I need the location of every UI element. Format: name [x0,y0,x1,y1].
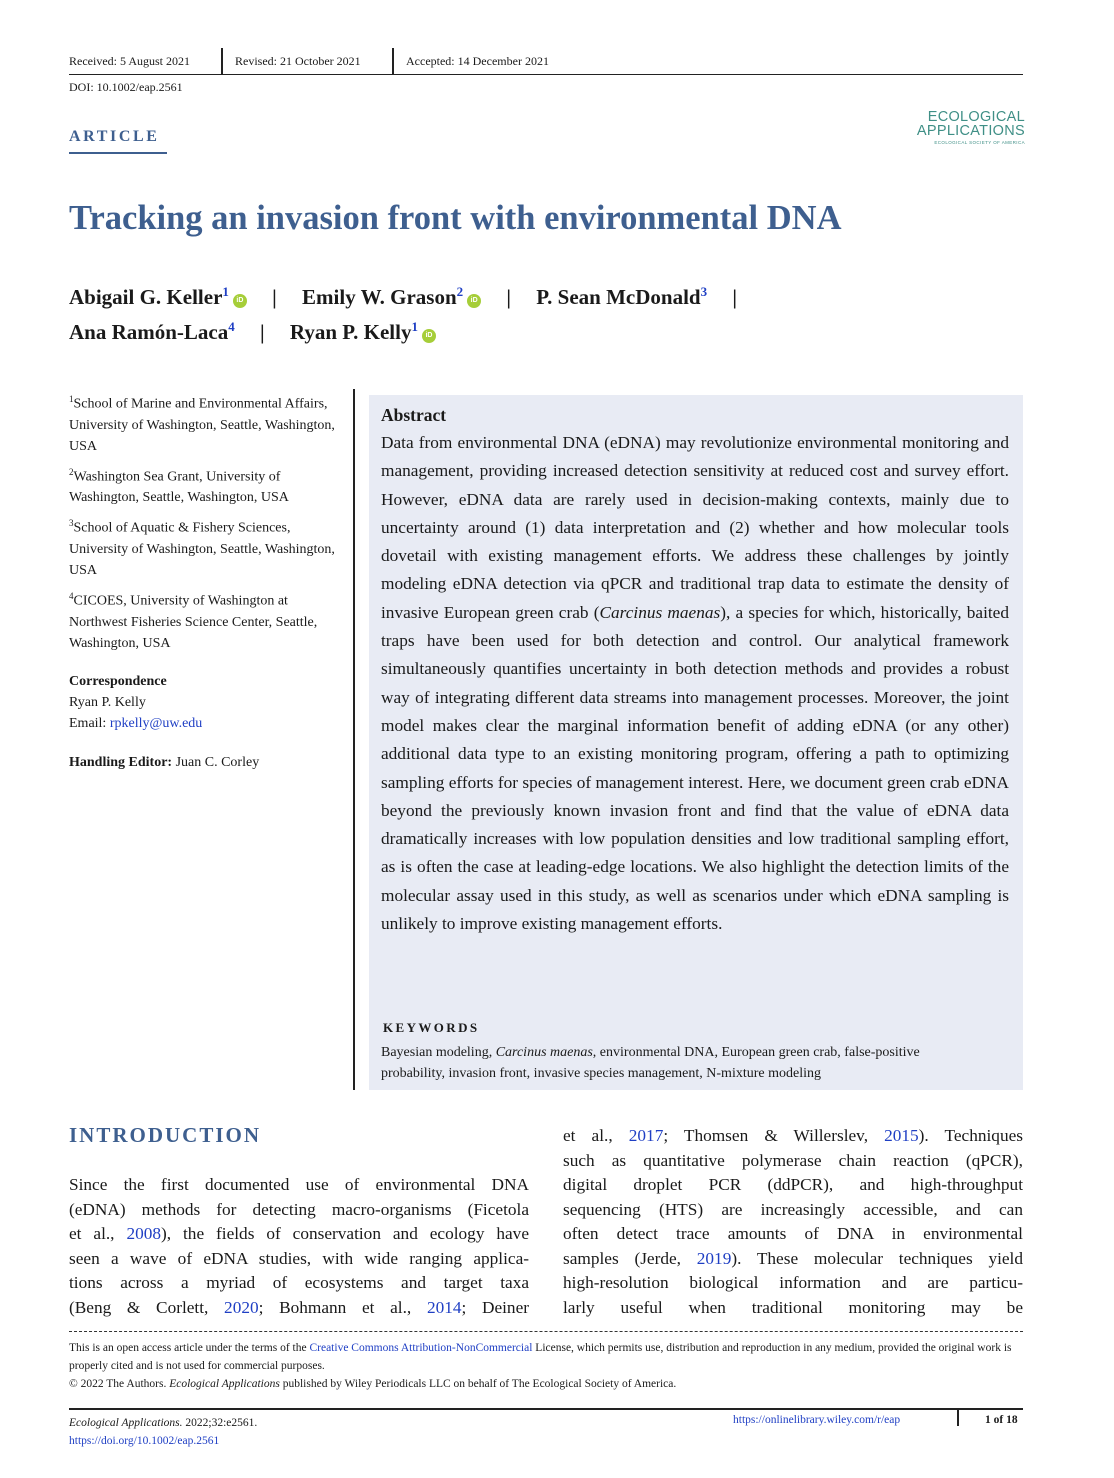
text-segment: samples (Jerde, [563,1248,697,1268]
text-segment: ; Bohmann et al., [258,1297,427,1317]
keywords-list: Bayesian modeling, Carcinus maenas, environmental DNA, European green crab, false-positive probability, invasion front, invasive species management, N-mixture modeling [381,1045,920,1081]
text-segment: digital droplet PCR (ddPCR), and high-throughput [563,1175,1023,1194]
footer-separator [957,1410,959,1426]
handling-editor: Handling Editor: Juan C. Corley [69,754,260,770]
correspondence-block [69,671,344,734]
text-line [69,1173,529,1198]
journal-url-link[interactable]: https://onlinelibrary.wiley.com/r/eap [733,1414,901,1426]
email-link[interactable]: rpkelly@uw.edu [109,715,203,731]
text-segment: sequencing (HTS) are increasingly accessible, and can [563,1199,1023,1219]
introduction-left-column [69,1173,529,1320]
text-segment: seen a wave of eDNA studies, with wide ranging applica- [69,1248,529,1268]
journal-logo [900,110,1025,145]
text-line [69,1296,529,1321]
orcid-icon[interactable]: iD [467,294,481,308]
column-divider [353,389,355,1090]
article-type-label: ARTICLE [69,128,160,145]
author-affiliation-number[interactable]: 1 [222,284,229,299]
orcid-icon[interactable]: iD [233,294,247,308]
page-number: 1 of 18 [985,1414,1018,1426]
journal-logo-line2: APPLICATIONS [916,123,1025,139]
license-divider [69,1331,1023,1332]
journal-logo-line1: ECOLOGICAL [927,109,1025,125]
date-divider [221,48,223,74]
author-name[interactable]: Abigail G. Keller [69,285,223,309]
author-separator: | [506,285,512,309]
affiliation: $^3$School of Aquatic & Fishery Sciences, University of Washington, Seattle, Washington, USA [69,518,335,578]
abstract-heading: Abstract [381,405,447,425]
text-segment: (eDNA) methods for detecting macro-organisms (Ficetola [69,1199,529,1219]
introduction-right-column [563,1124,1023,1320]
text-segment: ; Thomsen & Willerslev, [663,1126,885,1145]
article-label-underline [69,152,167,154]
text-line [69,1271,529,1296]
citation-link[interactable]: 2015 [884,1126,919,1145]
citation-link[interactable]: 2020 [224,1297,259,1317]
footer-divider [69,1408,1023,1410]
author-affiliation-number[interactable]: 1 [411,319,418,334]
date-divider [392,48,394,74]
citation-link[interactable]: 2019 [696,1248,732,1268]
text-line [563,1173,1023,1198]
author-name[interactable]: Ana Ramón-Laca [69,320,229,344]
citation-link[interactable]: 2014 [426,1297,462,1317]
text-segment: ). These molecular techniques yield [731,1248,1023,1268]
author-affiliation-number[interactable]: 4 [228,319,235,334]
affiliation: $^1$School of Marine and Environmental Affairs, University of Washington, Seattle, Washington, USA [69,394,335,454]
text-line [69,1247,529,1272]
species-name: Carcinus maenas [599,602,721,622]
correspondence-name: Ryan P. Kelly [69,694,146,710]
text-line [69,1222,529,1247]
affiliation: $^2$Washington Sea Grant, University of Washington, Seattle, Washington, USA [69,466,289,506]
text-segment: et al., [69,1224,127,1243]
author-affiliation-number[interactable]: 2 [456,284,464,299]
author-separator: | [260,320,265,344]
doi: DOI: 10.1002/eap.2561 [69,80,183,94]
text-segment: tions across a myriad of ecosystems and target taxa [69,1273,529,1292]
abstract-text: Data from environmental DNA (eDNA) may revolutionize environmental monitoring and management, providing increased detection sensitivity at reduced cost and survey effort. However, eDNA data are rarely used in decision-making contexts, mainly due to uncertainty around (1) data interpretation and (2) whether and how molecular tools dovetail with existing management efforts. We address these challenges by jointly modeling eDNA detection via qPCR and traditional trap data to estimate the density of invasive European green crab (Carcinus maenas), a species for which, historically, baited traps have been used for both detection and control. Our analytical framework simultaneously quantifies uncertainty in both detection methods and provides a robust way of integrating different data streams into management processes. Moreover, the joint model makes clear the marginal information benefit of adding eDNA (or any other) additional data type to an existing monitoring program, offering a path to optimizing sampling efforts for species of management interest. Here, we document green crab eDNA beyond the previously known invasion front and find that the value of eDNA data dramatically increases with low population densities and low traditional sampling effort, as is often the case at leading-edge locations. We also highlight the detection limits of the molecular assay used in this study, as well as scenarios under which eDNA sampling is unlikely to improve existing management efforts. [381,433,1009,934]
text-line [563,1296,1023,1321]
introduction-heading: INTRODUCTION [69,1123,262,1147]
article-title: Tracking an invasion front with environmental DNA [69,199,842,237]
text-segment: ), the fields of conservation and ecology have [161,1224,529,1243]
text-line [563,1271,1023,1296]
footer-citation: Ecological Applications. 2022;32:e2561. https://doi.org/10.1002/eap.2561 [69,1417,258,1447]
author-line-2 [69,319,436,345]
author-name[interactable]: P. Sean McDonald [536,285,701,309]
author-separator: | [732,285,737,309]
author-line-1 [69,284,757,310]
text-segment: larly useful when traditional monitoring may be [563,1297,1023,1317]
text-line [563,1149,1023,1174]
text-line [563,1222,1023,1247]
text-segment: ). Techniques [918,1126,1023,1145]
journal-logo-line3: ECOLOGICAL SOCIETY OF AMERICA [934,140,1025,145]
author-affiliation-number[interactable]: 3 [700,284,708,299]
orcid-icon[interactable]: iD [422,329,436,343]
text-line [563,1198,1023,1223]
author-separator: | [272,285,277,309]
text-line [563,1124,1023,1149]
text-line [563,1247,1023,1272]
citation-link[interactable]: 2017 [628,1126,664,1145]
author-name[interactable]: Ryan P. Kelly [289,320,412,344]
revised-date: Revised: 21 October 2021 [235,54,361,68]
citation-link[interactable]: 2008 [126,1224,161,1243]
accepted-date: Accepted: 14 December 2021 [406,54,549,68]
correspondence-heading: Correspondence [69,673,167,689]
doi-link[interactable]: https://doi.org/10.1002/eap.2561 [69,1435,220,1447]
text-segment: et al., [563,1126,629,1145]
correspondence-email-line: Email: rpkelly@uw.edu [69,715,203,731]
author-name[interactable]: Emily W. Grason [302,285,457,309]
text-segment: high-resolution biological information and are particu- [563,1273,1023,1292]
text-line [69,1198,529,1223]
author-info-column [69,389,344,773]
affiliation: $^4$CICOES, University of Washington at Northwest Fisheries Science Center, Seattle, Washington, USA [69,590,318,651]
received-date: Received: 5 August 2021 [69,54,190,68]
text-segment: (Beng & Corlett, [69,1297,225,1317]
text-segment: often detect trace amounts of DNA in environmental [563,1224,1023,1243]
text-segment: Since the first documented use of environmental DNA [69,1175,529,1194]
keywords-heading: KEYWORDS [383,1020,480,1035]
text-segment: ; Deiner [461,1297,530,1317]
text-segment: such as quantitative polymerase chain reaction (qPCR), [563,1150,1023,1170]
license-link[interactable]: Creative Commons Attribution-NonCommercial [309,1342,533,1354]
publication-dates [69,52,1023,75]
license-notice: This is an open access article under the terms of the Creative Commons Attribution-NonCommercial License, which permits use, distribution and reproduction in any medium, provided the original work is properly cited and is not used for commercial purposes. © 2022 The Authors. Ecological Applications published by Wiley Periodicals LLC on behalf of The Ecological Society of America. [69,1342,1012,1390]
